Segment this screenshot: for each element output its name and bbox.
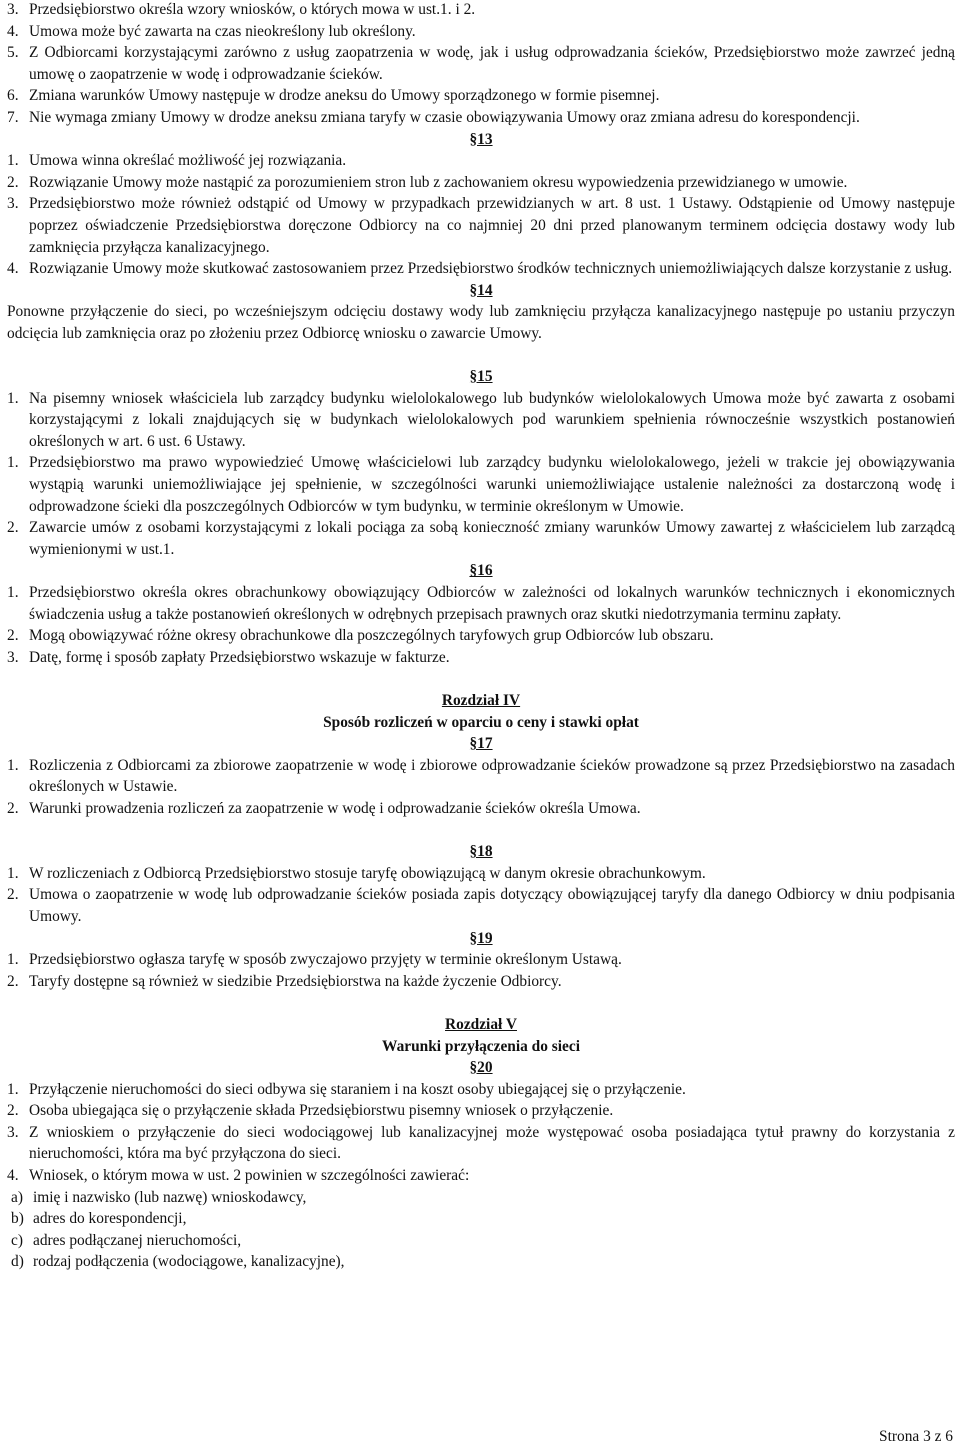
item-number: d) — [11, 1253, 24, 1271]
item-number: 3. — [7, 195, 19, 213]
item-number: 2. — [7, 886, 19, 904]
paragraph-heading — [7, 280, 955, 302]
item-number: 2. — [7, 519, 19, 537]
list-item — [7, 863, 955, 885]
item-text: Z wnioskiem o przyłączenie do sieci wodociągowej lub kanalizacyjnej może występować osoba posiadająca tytuł prawny do korzystania z nieruchomości, która ma być przyłączona do sieci. — [29, 1123, 955, 1163]
item-number: c) — [11, 1231, 23, 1249]
item-number: 2. — [7, 799, 19, 817]
sub-list-item — [11, 1187, 955, 1209]
chapter-title-text: Warunki przyłączenia do sieci — [382, 1037, 580, 1055]
item-text: Przedsiębiorstwo ogłasza taryfę w sposób zwyczajowo przyjęty w terminie określonym Ustawą. — [29, 951, 622, 969]
list-item — [7, 452, 955, 517]
item-number: 3. — [7, 1, 19, 18]
item-text: adres do korespondencji, — [33, 1210, 187, 1228]
item-number: 2. — [7, 972, 19, 990]
item-number: 4. — [7, 260, 19, 278]
list-item — [7, 107, 955, 129]
list-item — [7, 1122, 955, 1165]
list-item — [7, 1079, 955, 1101]
item-number: 2. — [7, 627, 19, 645]
item-number: 1. — [7, 584, 19, 602]
item-text: rodzaj podłączenia (wodociągowe, kanalizacyjne), — [33, 1253, 345, 1271]
item-text: Umowa winna określać możliwość jej rozwiązania. — [29, 152, 347, 170]
blank-line — [7, 820, 955, 842]
list-item — [7, 388, 955, 453]
list-item — [7, 21, 955, 43]
item-text: Na pisemny wniosek właściciela lub zarządcy budynku wielolokalowego lub budynków wielolokalowych Umowa może być zawarta z osobami korzystającymi z lokali znajdujących się w budynkach wielolokalowych pod warunkiem spełnienia równocześnie wszystkich postanowień określonych w art. 6 ust. 6 Ustawy. — [29, 389, 955, 450]
item-text: Datę, formę i sposób zapłaty Przedsiębiorstwo wskazuje w fakturze. — [29, 648, 450, 666]
item-number: 1. — [7, 951, 19, 969]
blank-line — [7, 668, 955, 690]
paragraph-heading — [7, 841, 955, 863]
item-text: Zmiana warunków Umowy następuje w drodze aneksu do Umowy sporządzonego w formie pisemnej. — [29, 87, 660, 105]
item-text: adres podłączanej nieruchomości, — [33, 1231, 242, 1249]
list-item — [7, 971, 955, 993]
item-text: Przyłączenie nieruchomości do sieci odbywa się staraniem i na koszt osoby ubiegającej się o przyłączenie. — [29, 1080, 686, 1098]
item-text: Z Odbiorcami korzystającymi zarówno z usług zaopatrzenia w wodę, jak i usług odprowadzania ścieków, Przedsiębiorstwo może zawrzeć jedną umowę o zaopatrzenie w wodę i odprowadzanie ścieków. — [29, 44, 955, 83]
blank-line — [7, 992, 955, 1014]
chapter-number: Rozdział IV — [441, 692, 521, 709]
chapter-title-text: Sposób rozliczeń w oparciu o ceny i stawki opłat — [323, 713, 639, 731]
list-item — [7, 258, 955, 280]
item-text: W rozliczeniach z Odbiorcą Przedsiębiorstwo stosuje taryfę obowiązującą w danym okresie obrachunkowym. — [29, 864, 706, 882]
item-number: 1. — [7, 389, 19, 407]
item-number: 1. — [7, 756, 19, 774]
item-number: 4. — [7, 1167, 19, 1185]
list-item — [7, 755, 955, 798]
list-item — [7, 949, 955, 971]
item-text: Rozwiązanie Umowy może skutkować zastosowaniem przez Przedsiębiorstwo środków technicznych uniemożliwiających dalsze korzystanie z usług. — [29, 260, 953, 278]
item-text: Przedsiębiorstwo określa wzory wniosków, o których mowa w ust.1. i 2. — [29, 1, 476, 18]
item-text: Wniosek, o którym mowa w ust. 2 powinien w szczególności zawierać: — [29, 1167, 470, 1185]
item-number: 1. — [7, 1080, 19, 1098]
list-item — [7, 517, 955, 560]
paragraph-number: §18 — [469, 843, 493, 861]
item-number: 1. — [7, 454, 19, 472]
item-number: 3. — [7, 648, 19, 666]
paragraph-number: §15 — [469, 368, 493, 386]
sub-list-item — [11, 1230, 955, 1252]
list-item — [7, 647, 955, 669]
chapter-heading — [7, 690, 955, 712]
sub-list-item — [11, 1208, 955, 1230]
item-number: 2. — [7, 1102, 19, 1120]
item-number: 2. — [7, 173, 19, 191]
item-number: 7. — [7, 108, 19, 126]
item-text: Nie wymaga zmiany Umowy w drodze aneksu zmiana taryfy w czasie obowiązywania Umowy oraz zmiana adresu do korespondencji. — [29, 108, 860, 126]
list-item — [7, 172, 955, 194]
item-number: 6. — [7, 87, 19, 105]
chapter-title — [7, 712, 955, 734]
chapter-title — [7, 1036, 955, 1058]
list-item — [7, 193, 955, 258]
item-text: Warunki prowadzenia rozliczeń za zaopatrzenie w wodę i odprowadzanie ścieków określa Umowa. — [29, 799, 641, 817]
paragraph-number: §13 — [469, 130, 493, 148]
chapter-heading — [7, 1014, 955, 1036]
paragraph-heading — [7, 928, 955, 950]
item-text: Przedsiębiorstwo może również odstąpić od Umowy w przypadkach przewidzianych w art. 8 ust. 1 Ustawy. Odstąpienie od Umowy następuje poprzez oświadczenie Przedsiębiorstwa doręczone Odbiorcy na co najmniej 20 dni przed planowanym terminem odcięcia dostawy wody lub zamknięcia przyłącza kanalizacyjnego. — [29, 195, 955, 256]
paragraph-number: §19 — [469, 929, 493, 947]
item-text: Rozliczenia z Odbiorcami za zbiorowe zaopatrzenie w wodę i zbiorowe odprowadzanie ścieków prowadzone są przez Przedsiębiorstwo na zasadach określonych w Ustawie. — [29, 756, 955, 796]
paragraph-heading — [7, 366, 955, 388]
paragraph-heading — [7, 1057, 955, 1079]
list-item — [7, 85, 955, 107]
item-text: Mogą obowiązywać różne okresy obrachunkowe dla poszczególnych taryfowych grup Odbiorców lub obszaru. — [29, 627, 714, 645]
item-text: Osoba ubiegająca się o przyłączenie składa Przedsiębiorstwu pisemny wniosek o przyłączenie. — [29, 1102, 614, 1120]
chapter-number: Rozdział V — [445, 1015, 517, 1033]
item-number: 1. — [7, 864, 19, 882]
item-text: imię i nazwisko (lub nazwę) wnioskodawcy, — [33, 1188, 307, 1206]
paragraph-number: §17 — [469, 735, 493, 753]
list-item — [7, 582, 955, 625]
list-item — [7, 0, 955, 21]
paragraph-number: §16 — [469, 562, 493, 580]
sub-list-item — [11, 1251, 955, 1273]
paragraph-heading — [7, 129, 955, 151]
item-number: 5. — [7, 44, 19, 62]
list-item — [7, 625, 955, 647]
item-number: a) — [11, 1188, 23, 1206]
item-text: Umowa może być zawarta na czas nieokreślony lub określony. — [29, 22, 416, 40]
item-number: 1. — [7, 152, 19, 170]
list-item — [7, 150, 955, 172]
document-body — [7, 0, 955, 1273]
list-item — [7, 884, 955, 927]
paragraph-heading — [7, 560, 955, 582]
paragraph-number: §20 — [469, 1059, 493, 1077]
page-footer: Strona 3 z 6 — [879, 1428, 953, 1445]
item-text: Rozwiązanie Umowy może nastąpić za porozumieniem stron lub z zachowaniem okresu wypowiedzenia przewidzianego w umowie. — [29, 173, 848, 191]
item-number: b) — [11, 1210, 24, 1228]
item-text: Umowa o zaopatrzenie w wodę lub odprowadzanie ścieków posiada zapis dotyczący obowiązującej taryfy dla danego Odbiorcy w dniu podpisania Umowy. — [29, 886, 955, 925]
blank-line — [7, 345, 955, 367]
item-number: 4. — [7, 22, 19, 40]
list-item — [7, 1100, 955, 1122]
paragraph-heading — [7, 733, 955, 755]
list-item — [7, 1165, 955, 1187]
item-text: Zawarcie umów z osobami korzystającymi z lokali pociąga za sobą konieczność zmiany warunków Umowy zawartej z właścicielem lub zarządcą wymienionymi w ust.1. — [29, 519, 955, 558]
paragraph-number: §14 — [469, 281, 493, 299]
item-text: Przedsiębiorstwo ma prawo wypowiedzieć Umowę właścicielowi lub zarządcy budynku wielolokalowego, jeżeli w trakcie jej obowiązywania wystąpią warunki uniemożliwiające jej spełnienie, w szczególności warunki uniemożliwiające ustalenie należności za dostarczoną wodę i odprowadzone ścieki dla poszczególnych Odbiorców w tym budynku, w terminie określonym w Umowie. — [29, 454, 955, 515]
body-paragraph: Ponowne przyłączenie do sieci, po wcześniejszym odcięciu dostawy wody lub zamknięciu przyłącza kanalizacyjnego następuje po ustaniu przyczyn odcięcia lub zamknięcia oraz po złożeniu przez Odbiorcę wniosku o zawarcie Umowy. — [7, 303, 955, 342]
item-number: 3. — [7, 1123, 19, 1141]
item-text: Przedsiębiorstwo określa okres obrachunkowy obowiązujący Odbiorców w zależności od lokalnych warunków technicznych i ekonomicznych świadczenia usług a także postanowień określonych w odrębnych przepisach prawnych oraz skutki niedotrzymania terminu zapłaty. — [29, 584, 955, 623]
list-item — [7, 42, 955, 85]
item-text: Taryfy dostępne są również w siedzibie Przedsiębiorstwa na każde życzenie Odbiorcy. — [29, 972, 562, 990]
list-item — [7, 798, 955, 820]
